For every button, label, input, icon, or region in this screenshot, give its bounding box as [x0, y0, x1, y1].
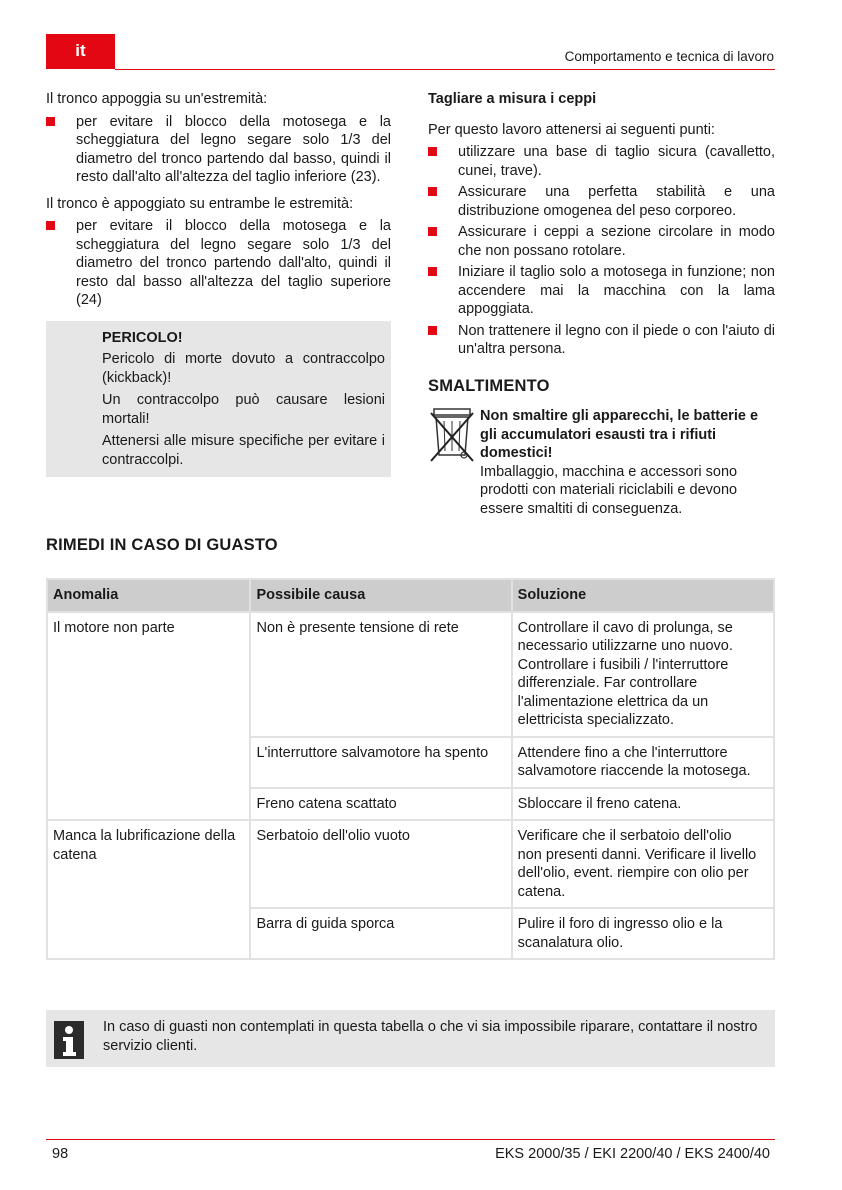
- cause-cell: Serbatoio dell'olio vuoto: [250, 820, 511, 908]
- bullet-list-one-end: [46, 113, 391, 187]
- cut-logs-list: [428, 143, 775, 359]
- info-icon: [54, 1021, 84, 1059]
- crossed-bin-icon: [428, 407, 476, 467]
- list-item: per evitare il blocco della motosega e la scheggiatura del legno segare solo 1/3 del diametro del tronco partendo dall'alto, quindi il resto dal basso all'altezza del taglio superiore (24): [46, 217, 391, 310]
- cause-cell: Barra di guida sporca: [250, 908, 511, 959]
- solution-cell: Controllare il cavo di prolunga, se necessario utilizzarne uno nuovo. Controllare i fusibili / l'interruttore differenziale. Far controllare l'alimentazione elettrica da un elettricista specializzato.: [512, 612, 774, 737]
- language-tab: [46, 34, 115, 69]
- danger-text: Attenersi alle misure specifiche per evitare i contraccolpi.: [102, 433, 385, 468]
- section-title: Comportamento e tecnica di lavoro: [564, 49, 774, 64]
- disposal-section: [428, 407, 775, 518]
- page-number: 98: [52, 1146, 69, 1162]
- solution-cell: Pulire il foro di ingresso olio e la scanalatura olio.: [512, 908, 774, 959]
- cause-cell: L'interruttore salvamotore ha spento: [250, 737, 511, 788]
- language-code: it: [75, 41, 86, 61]
- intro-one-end: Il tronco appoggia su un'estremità:: [46, 91, 268, 107]
- danger-text: Pericolo di morte dovuto a contraccolpo (kickback)!: [102, 351, 385, 386]
- column-header-anomaly: Anomalia: [47, 579, 250, 612]
- list-item: Assicurare una perfetta stabilità e una distribuzione omogenea del peso corporeo.: [428, 183, 775, 220]
- anomaly-cell: Manca la lubrificazione della catena: [47, 820, 250, 959]
- bullet-list-both-ends: [46, 217, 391, 310]
- info-note-box: [46, 1010, 775, 1067]
- footer-divider: [46, 1139, 775, 1140]
- list-item: Assicurare i ceppi a sezione circolare in modo che non possano rotolare.: [428, 223, 775, 260]
- left-column: [46, 90, 391, 477]
- intro-both-ends: Il tronco è appoggiato su entrambe le estremità:: [46, 195, 354, 212]
- header-divider: [115, 69, 775, 70]
- cause-cell: Non è presente tensione di rete: [250, 612, 511, 737]
- danger-warning-box: [46, 321, 391, 478]
- model-names: EKS 2000/35 / EKI 2200/40 / EKS 2400/40: [495, 1146, 770, 1162]
- table-header-row: [47, 579, 774, 612]
- disposal-description: Imballaggio, macchina e accessori sono prodotti con materiali riciclabili e devono essere smaltiti di conseguenza.: [480, 463, 738, 517]
- troubleshooting-table: [46, 578, 775, 960]
- table-row: [47, 820, 774, 908]
- list-item: Iniziare il taglio solo a motosega in funzione; non accendere mai la macchina con la lama appoggiata.: [428, 263, 775, 319]
- table-row: [47, 612, 774, 737]
- info-note-text: In caso di guasti non contemplati in questa tabella o che vi sia impossibile riparare, contattare il nostro servizio clienti.: [103, 1019, 758, 1054]
- right-column: [428, 90, 775, 518]
- disposal-heading: SMALTIMENTO: [428, 376, 550, 395]
- cause-cell: Freno catena scattato: [250, 788, 511, 821]
- disposal-text: [480, 407, 775, 518]
- disposal-warning: Non smaltire gli apparecchi, le batterie e gli accumulatori esausti tra i rifiuti domestici!: [480, 408, 759, 461]
- cut-logs-heading: Tagliare a misura i ceppi: [428, 91, 597, 107]
- danger-text: Un contraccolpo può causare lesioni mortali!: [102, 392, 385, 427]
- list-item: per evitare il blocco della motosega e la scheggiatura del legno segare solo 1/3 del diametro del tronco partendo dal basso, quindi il resto dall'alto all'altezza del taglio inferiore (23).: [46, 113, 391, 187]
- list-item: Non trattenere il legno con il piede o con l'aiuto di un'altra persona.: [428, 322, 775, 359]
- list-item: utilizzare una base di taglio sicura (cavalletto, cunei, trave).: [428, 143, 775, 180]
- danger-title: PERICOLO!: [102, 329, 183, 346]
- column-header-solution: Soluzione: [512, 579, 774, 612]
- cut-logs-intro: Per questo lavoro attenersi ai seguenti punti:: [428, 121, 715, 138]
- solution-cell: Sbloccare il freno catena.: [512, 788, 774, 821]
- solution-cell: Verificare che il serbatoio dell'olio non presenti danni. Verificare il livello dell'olio, event. riempire con olio per catena.: [512, 820, 774, 908]
- solution-cell: Attendere fino a che l'interruttore salvamotore riaccende la motosega.: [512, 737, 774, 788]
- remedies-heading: RIMEDI IN CASO DI GUASTO: [46, 536, 278, 554]
- column-header-cause: Possibile causa: [250, 579, 511, 612]
- anomaly-cell: Il motore non parte: [47, 612, 250, 821]
